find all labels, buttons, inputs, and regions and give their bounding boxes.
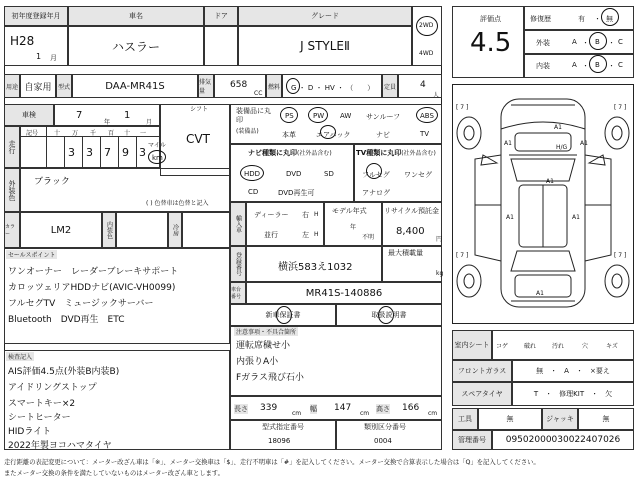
damage-a1-left: A1	[504, 140, 512, 147]
max-load-kg: kg	[436, 270, 444, 277]
car-diagram-svg	[453, 85, 633, 323]
repair-opt-no: 無	[606, 15, 613, 23]
max-load-label: 最大積載量	[388, 249, 423, 257]
navi-hdd: HDD	[244, 170, 261, 178]
equip-airbag: エアバック	[316, 131, 351, 139]
inspection-year: 7	[76, 110, 83, 121]
shift-label: シフト	[190, 106, 209, 113]
damage-hg: H/G	[556, 144, 568, 151]
recycle-label: リサイクル預託金	[384, 207, 440, 215]
management-value: 09502000030022407026	[492, 430, 634, 450]
score-label: 評価点	[480, 15, 501, 23]
inspector-line-0: AIS評価4.5点(外装B内装B)	[8, 367, 120, 377]
displacement-cc: CC	[254, 90, 263, 97]
bracket-tr: [ 7 ]	[614, 104, 627, 111]
usage-label: 用途	[4, 74, 20, 98]
equip-abs: ABS	[420, 112, 434, 120]
interior-opt-b: B	[595, 61, 600, 69]
tv-title: TV種類に丸印(社外品含む)	[356, 149, 436, 157]
interior-opt-dot1: ・	[582, 62, 589, 70]
door-value	[204, 26, 238, 66]
fuel-circle	[286, 78, 300, 94]
mileage-unit-mile: マイル	[148, 142, 166, 149]
inspector-line-1: アイドリングストップ	[8, 383, 97, 393]
height-cm: cm	[428, 410, 438, 417]
displacement-value: 658	[230, 80, 248, 90]
car-diagram	[452, 84, 634, 324]
jack-label: ジャッキ	[542, 408, 578, 430]
length-cm: cm	[292, 410, 302, 417]
height-value: 166	[402, 403, 420, 413]
interior-color-cell	[116, 212, 168, 248]
registration-value: 横浜583え1032	[278, 262, 353, 273]
sheet-opt-2: 汚れ	[552, 343, 565, 350]
sheet-opt-3: 穴	[582, 343, 589, 350]
mileage-digit-2: 7	[104, 146, 111, 159]
class-code-label: 類別区分番号	[364, 423, 406, 431]
navi-sd: SD	[324, 170, 334, 178]
sales-points-label: セールスポイント	[8, 252, 56, 259]
model-year-unit: 年	[350, 224, 357, 231]
displacement-label: 排気量	[198, 74, 214, 98]
score-value: 4.5	[470, 28, 512, 58]
cooler-label: 冷房	[168, 212, 182, 248]
recycle-value: 8,400	[396, 226, 425, 237]
notes-label: 注意事項・不具合箇所	[236, 329, 297, 336]
navi-hdd-circle	[240, 165, 264, 181]
exterior-opt-b: B	[595, 38, 600, 46]
capacity-label: 定員	[382, 74, 398, 98]
import-parallel: 並行	[264, 231, 278, 239]
model-label: 型式	[56, 74, 72, 98]
exterior-color: ブラック	[34, 177, 70, 187]
type-code-label: 型式指定番号	[262, 423, 304, 431]
bracket-br: [ 7 ]	[614, 252, 627, 259]
exterior-label: 外装色	[4, 168, 20, 212]
width-value: 147	[334, 403, 352, 413]
width-label: 幅	[310, 405, 317, 413]
equipment-sub: (装備品)	[236, 128, 259, 135]
warranty-right-circle	[378, 306, 394, 324]
equip-airbag-circle	[320, 125, 336, 139]
mileage-digit-label-3: 千	[90, 130, 97, 137]
usage-value: 自家用	[20, 74, 56, 98]
tv-analog: アナログ	[362, 189, 390, 197]
fuel-options: G ・ D ・ HV ・ （ ）	[291, 84, 375, 92]
exterior-opt-a: A	[572, 38, 577, 46]
first-reg-month: 1	[36, 52, 42, 61]
import-cell	[246, 202, 324, 246]
inspection-month: 1	[124, 110, 131, 121]
interior-opt-a: A	[572, 61, 577, 69]
inspection-label: 車検	[4, 104, 54, 126]
damage-a1-right: A1	[580, 140, 588, 147]
sales-point-3: Bluetooth DVD再生 ETC	[8, 315, 125, 325]
navi-dvd-play: DVD再生可	[278, 189, 315, 197]
registration-label: 登録番号	[230, 246, 246, 282]
front-glass-label: フロントガラス	[452, 360, 512, 382]
sheet-opt-1: 破れ	[524, 343, 537, 350]
bracket-bl: [ 7 ]	[456, 252, 469, 259]
damage-a1-rear: A1	[536, 290, 544, 297]
warranty-left-circle	[276, 306, 292, 324]
equipment-label: 装備品に丸印	[236, 107, 271, 124]
equip-pw: PW	[313, 112, 325, 120]
car-name: ハスラー	[68, 26, 204, 66]
width-cm: cm	[360, 410, 370, 417]
drive-cell	[412, 6, 442, 66]
interior-sheet-label: 室内シート	[452, 330, 492, 360]
interior-color-label: 内装色	[102, 212, 116, 248]
mileage-digit-label-2: 万	[72, 130, 79, 137]
first-reg-year: H28	[10, 34, 35, 48]
front-glass-options: 無 ・ A ・ ×要え	[512, 360, 634, 382]
mileage-digit-label-6: 一	[140, 130, 147, 137]
first-reg-month-suffix: 月	[50, 54, 57, 62]
cooler-cell	[182, 212, 230, 248]
warranty-left: 新車保証書	[230, 304, 336, 326]
sales-point-1: カロッツェリアHDDナビ(AVIC-VH0099)	[8, 283, 176, 293]
exterior-note: ( ) 色替車は色替と記入	[146, 200, 209, 207]
damage-a1-mid: A1	[546, 178, 554, 185]
mileage-digit-label-1: 十	[54, 130, 61, 137]
exterior-opt-dot1: ・	[582, 39, 589, 47]
footer-line-1: 走行距離の表記変更について：メーター改ざん車は「※」、メーター交換車は「$」、走行不明車は「#」を記入してください。メーター交換で合算表示した場合は「Q」を記入してください。	[4, 459, 540, 466]
damage-a1-sr: A1	[572, 214, 580, 221]
notes-line-2: Fガラス飛び石小	[236, 373, 304, 383]
inspector-label: 検査記入	[8, 354, 33, 361]
damage-a1-sl: A1	[506, 214, 514, 221]
import-left: 左	[302, 231, 309, 239]
grade-value: J STYLEⅡ	[238, 26, 412, 66]
model-year-label: モデル年式	[332, 207, 367, 215]
mileage-digit-1: 3	[86, 146, 93, 159]
tv-fullseg-circle	[366, 163, 382, 179]
equip-pw-circle	[308, 107, 328, 123]
model-year-unknown: 不明	[362, 234, 375, 241]
recycle-yen: 円	[436, 236, 443, 243]
mileage-unit-km: km	[152, 154, 163, 162]
navi-cd: CD	[248, 188, 259, 196]
sales-point-0: ワンオーナー レーダーブレーキサポート	[8, 267, 179, 277]
type-code-value: 18096	[268, 437, 291, 445]
interior-grade-circle	[589, 55, 607, 73]
import-right: 右	[302, 211, 309, 219]
color-code: LM2	[20, 212, 102, 248]
mileage-digit-label-5: 十	[124, 130, 131, 137]
class-code-value: 0004	[374, 437, 392, 445]
management-label: 管理番号	[452, 430, 492, 450]
import-handle-l: H	[314, 231, 319, 238]
tools-value: 無	[478, 408, 542, 430]
length-label: 長さ	[234, 405, 248, 413]
inspector-line-5: 2022年製ヨコハマタイヤ	[8, 441, 112, 451]
inspector-line-4: HIDライト	[8, 427, 52, 437]
model-value: DAA-MR41S	[72, 74, 198, 98]
equip-ps-circle	[280, 107, 298, 123]
notes-line-0: 運転席穢せ小	[236, 341, 291, 351]
repair-opt-yes: 有	[578, 15, 585, 23]
notes-line-1: 内張りA小	[236, 357, 279, 367]
interior-opt-c: C	[618, 61, 623, 69]
chassis-value: MR41S-140886	[246, 282, 442, 304]
mileage-digit-label-4: 百	[108, 130, 115, 137]
import-handle-r: H	[314, 211, 319, 218]
equip-navi: ナビ	[376, 131, 390, 139]
length-value: 339	[260, 403, 278, 413]
inspection-year-unit: 年	[104, 119, 111, 126]
color-code-label: カラー	[4, 212, 20, 248]
repair-opt-dot: ・	[594, 15, 601, 23]
grade-label: グレード	[238, 6, 412, 26]
mileage-label: 走行	[4, 126, 20, 168]
interior-opt-dot2: ・	[608, 62, 615, 70]
repair-label: 修復歴	[530, 15, 551, 23]
import-label: 輸入車	[230, 202, 246, 246]
exterior-opt-dot2: ・	[608, 39, 615, 47]
fuel-label: 燃料	[266, 74, 282, 98]
exterior-grade-label: 外装	[536, 39, 550, 47]
spare-tire-options: T ・ 修理KIT ・ 欠	[512, 382, 634, 406]
car-name-label: 車名	[68, 6, 204, 26]
navi-dvd: DVD	[286, 170, 302, 178]
exterior-opt-c: C	[618, 38, 623, 46]
tv-fullseg: フルセグ	[362, 171, 390, 179]
tv-oneseg: ワンセグ	[404, 171, 432, 179]
inspection-month-unit: 月	[146, 119, 153, 126]
tools-label: 工具	[452, 408, 478, 430]
drive-4wd: 4WD	[419, 50, 434, 57]
equip-sunroof: サンルーフ	[366, 113, 401, 121]
sales-point-2: フルセグTV ミュージックサーバー	[8, 299, 154, 309]
bracket-tl: [ 7 ]	[456, 104, 469, 111]
capacity-unit: 人	[433, 92, 440, 99]
capacity-value: 4	[420, 80, 426, 90]
door-label: ドア	[204, 6, 238, 26]
equip-abs-circle	[416, 107, 438, 123]
exterior-grade-circle	[589, 32, 607, 50]
equip-ps: PS	[285, 112, 294, 120]
jack-value: 無	[578, 408, 634, 430]
spare-tire-label: スペアタイヤ	[452, 382, 512, 406]
repair-circle	[601, 8, 619, 26]
sheet-opt-4: キズ	[606, 343, 618, 350]
import-dealer: ディーラー	[254, 211, 289, 219]
inspector-line-2: スマートキー×2	[8, 399, 76, 409]
equip-tv: TV	[420, 130, 430, 138]
mileage-digit-0: 3	[68, 146, 75, 159]
shift-value: CVT	[186, 132, 210, 146]
height-label: 高さ	[376, 405, 390, 413]
first-reg-label: 初年度登録年月	[4, 6, 68, 26]
sheet-opt-0: コゲ	[496, 343, 509, 350]
inspector-line-3: シートヒーター	[8, 413, 71, 423]
footer-line-2: またメーター交換の条件を満たしていないものはメーター改ざん車とします。	[4, 470, 224, 477]
drive-2wd: 2WD	[419, 22, 434, 29]
chassis-label: 車台番号	[230, 282, 246, 304]
mileage-digit-3: 9	[122, 146, 129, 159]
equip-aw: AW	[340, 112, 352, 120]
mileage-digit-label-0: 記号	[26, 130, 39, 137]
interior-grade-label: 内装	[536, 62, 550, 70]
mileage-digit-4: 3	[139, 146, 146, 159]
warranty-right: 取扱説明書	[336, 304, 442, 326]
km-circle	[148, 150, 166, 164]
damage-a1-hood: A1	[554, 124, 562, 131]
equip-leather: 本革	[282, 131, 296, 139]
navi-title: ナビ種類に丸印(社外品含む)	[248, 149, 332, 157]
